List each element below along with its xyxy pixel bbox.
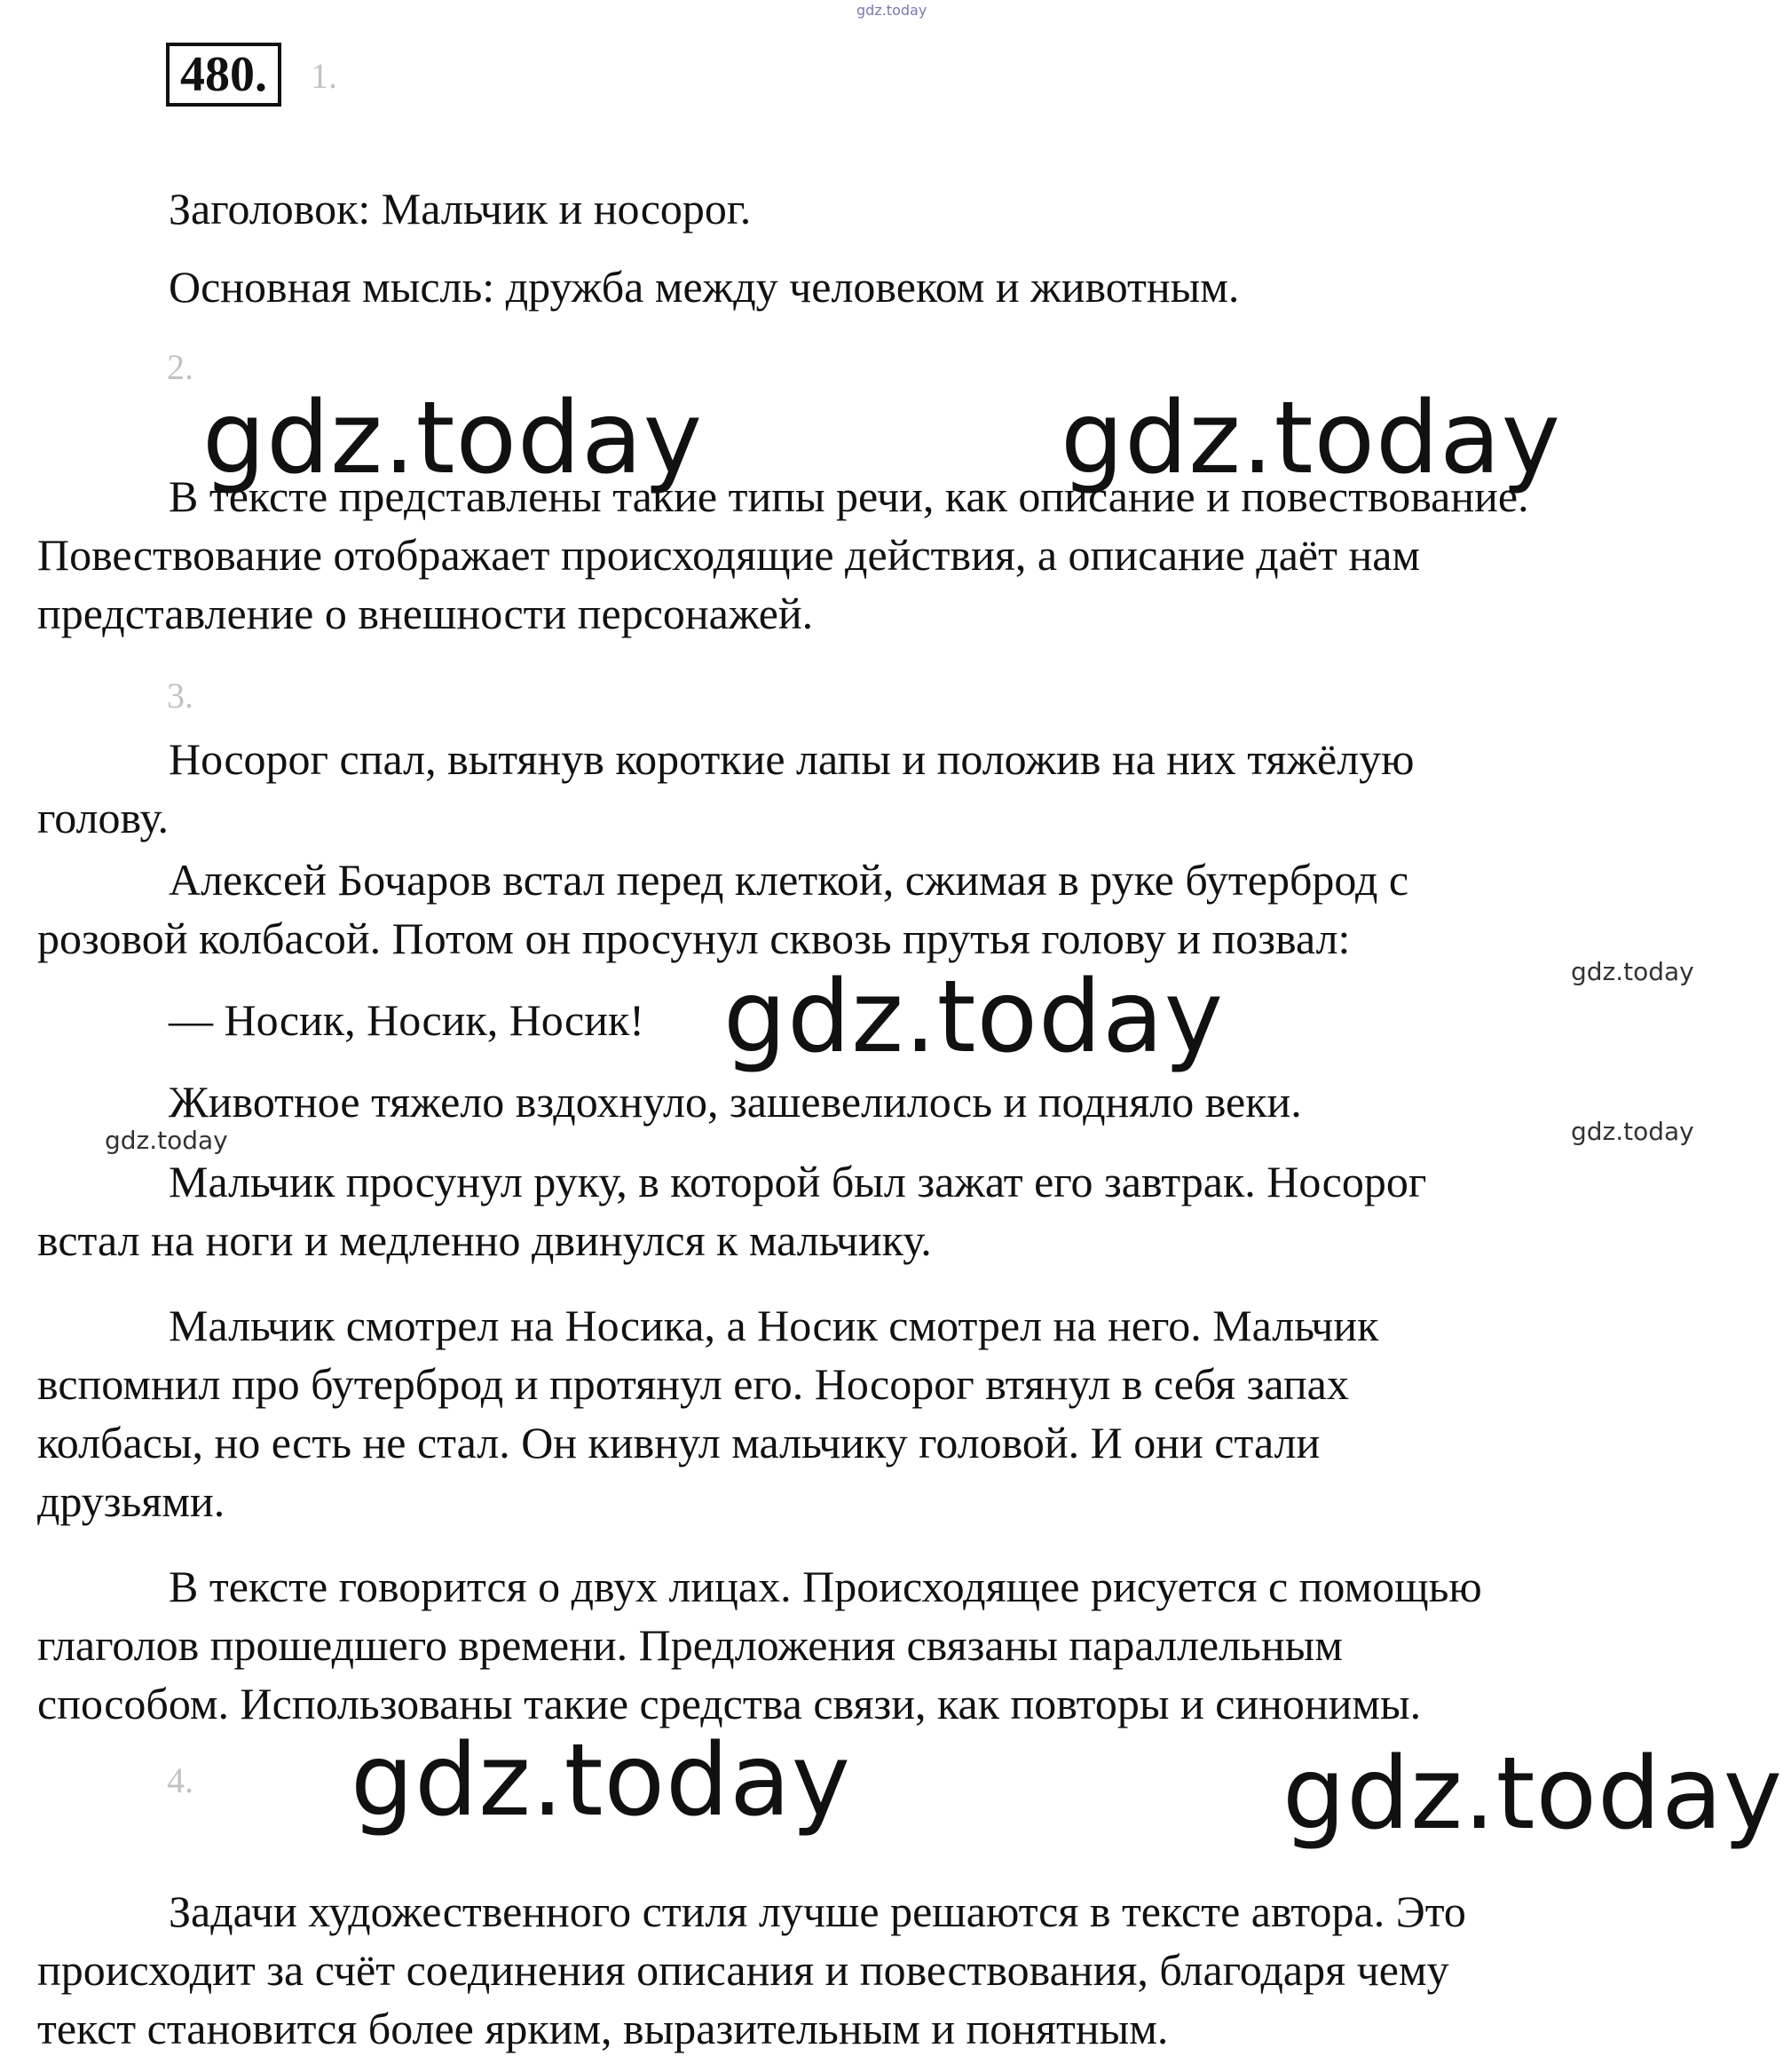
section3-p7-line-2: глаголов прошедшего времени. Предложения связаны параллельным — [37, 1620, 1343, 1670]
section3-p6-line-3: колбасы, но есть не стал. Он кивнул мальчику головой. И они стали — [37, 1418, 1321, 1467]
marker-4: 4. — [167, 1760, 193, 1800]
main-idea-line: Основная мысль: дружба между человеком и животным. — [169, 262, 1240, 312]
section3-p4-line-1: Животное тяжело вздохнуло, зашевелилось и подняло веки. — [169, 1077, 1302, 1127]
section2-line-1: В тексте представлены такие типы речи, как описание и повествование. — [169, 471, 1529, 521]
section3-p1-line-1: Носорог спал, вытянув короткие лапы и положив на них тяжёлую — [169, 734, 1415, 784]
section2-line-3: представление о внешности персонажей. — [37, 589, 814, 638]
title-line: Заголовок: Мальчик и носорог. — [169, 184, 752, 233]
section3-p6-line-1: Мальчик смотрел на Носика, а Носик смотрел на него. Мальчик — [169, 1301, 1379, 1350]
section3-p5-line-1: Мальчик просунул руку, в которой был зажат его завтрак. Носорог — [169, 1157, 1427, 1206]
section3-p2-line-1: Алексей Бочаров встал перед клеткой, сжимая в руке бутерброд с — [169, 855, 1409, 905]
marker-3: 3. — [167, 676, 193, 716]
marker-1: 1. — [311, 56, 337, 96]
watermark-large-3: gdz.today — [723, 960, 1225, 1075]
section3-p6-line-4: друзьями. — [37, 1476, 225, 1526]
section4-line-3: текст становится более ярким, выразительным и понятным. — [37, 2004, 1169, 2053]
top-watermark: gdz.today — [856, 2, 927, 19]
watermark-large-2: gdz.today — [1061, 381, 1562, 496]
section3-p6-line-2: вспомнил про бутерброд и протянул его. Носорог втянул в себя запах — [37, 1359, 1349, 1409]
watermark-large-4: gdz.today — [351, 1723, 852, 1839]
watermark-large-5: gdz.today — [1282, 1736, 1783, 1852]
section3-dialogue-line: — Носик, Носик, Носик! — [169, 995, 644, 1045]
section3-p1-line-2: голову. — [37, 793, 169, 842]
section4-line-2: происходит за счёт соединения описания и повествования, благодаря чему — [37, 1945, 1449, 1995]
section4-line-1: Задачи художественного стиля лучше решаются в тексте автора. Это — [169, 1886, 1466, 1936]
watermark-small-1: gdz.today — [1571, 957, 1694, 986]
section3-p7-line-3: способом. Использованы такие средства связи, как повторы и синонимы. — [37, 1679, 1422, 1728]
task-number-box: 480. — [166, 43, 281, 107]
watermark-small-3: gdz.today — [105, 1126, 228, 1155]
marker-2: 2. — [167, 347, 193, 387]
section3-p5-line-2: встал на ноги и медленно двинулся к мальчику. — [37, 1215, 932, 1265]
section2-line-2: Повествование отображает происходящие действия, а описание даёт нам — [37, 530, 1421, 580]
watermark-small-2: gdz.today — [1571, 1117, 1694, 1146]
section3-p2-line-2: розовой колбасой. Потом он просунул сквозь прутья голову и позвал: — [37, 913, 1351, 963]
watermark-large-1: gdz.today — [202, 381, 704, 496]
section3-p7-line-1: В тексте говорится о двух лицах. Происходящее рисуется с помощью — [169, 1562, 1482, 1611]
